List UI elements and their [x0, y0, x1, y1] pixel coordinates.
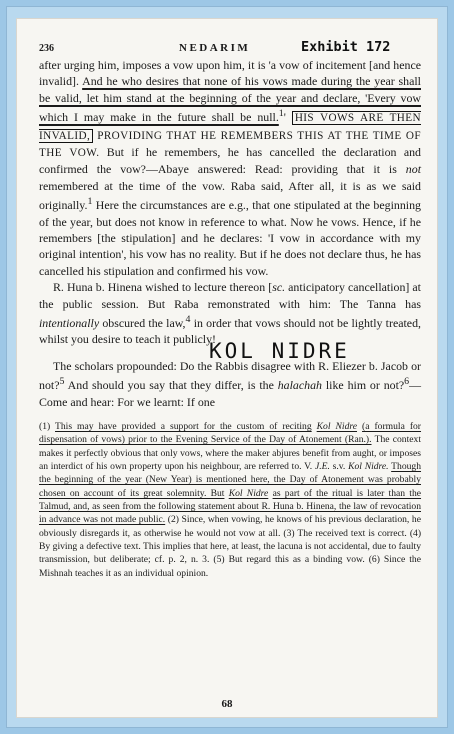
text-run: The scholars propounded: Do the Rabbis disagree with R. Eliezer b. Jacob or not?: [39, 358, 421, 393]
footnote-1: [39, 420, 421, 580]
exhibit-label: Exhibit 172: [301, 39, 391, 55]
note-text: s.v.: [332, 461, 346, 473]
text-run: PROVIDING THAT HE REMEMBERS THIS AT THE TIME OF THE VOW.: [39, 129, 421, 159]
italic-word: halachah: [277, 378, 322, 393]
footnote-ref: 4: [185, 314, 191, 326]
page-number: 236: [39, 43, 54, 54]
note-number: (1): [39, 421, 51, 432]
underlined-note-text: (a formula for dispensation of vows) prior to the Evening Service of the Day of Atonement (Ran.).: [39, 421, 422, 446]
book-page: [16, 18, 438, 718]
italic-word: Kol Nidre: [316, 421, 358, 432]
note-text: (5) But regard this as a binding vow.: [213, 554, 365, 566]
text-run: in order that vows should not be lightly treated, whilst you desire to teach it publicly!: [39, 316, 421, 347]
footnotes: [39, 418, 421, 580]
footnote-ref: 1: [87, 196, 93, 208]
text-run: anticipatory cancellation] at the public session. But Raba remonstrated with him: The Tanna has: [39, 280, 421, 311]
folio-number: 68: [221, 698, 233, 710]
underlined-note-text: as part of the ritual is later than the Talmud, and, as seen from the following statement about R. Huna b. Hinena, the law of revocation in advance was not made public.: [39, 487, 422, 526]
footnote-ref: 5: [59, 376, 65, 388]
text-run: But if he remembers, he has cancelled the declaration and confirmed the vow?—Abaye answered: Read: providing that it is: [39, 145, 421, 177]
footnote-ref: 1: [278, 108, 284, 120]
text-run: remembered at the time of the vow. Raba said, After all, it is as we said originally.: [39, 178, 421, 213]
footnote-ref: 6: [404, 376, 410, 388]
note-text: (4) By giving a defective text. This implies that here, at least, the lacuna is not accidental, due to faulty transmission, but deliberate; cf. p. 2, n. 3.: [39, 527, 422, 566]
italic-word: not: [405, 162, 421, 177]
paragraph-1: [39, 57, 421, 279]
underlined-note-text: Though the beginning of the year (New Year) is mentioned here, the Day of Atonement was probably chosen on account of its great solemnity. But: [39, 461, 422, 499]
note-text: (2) Since, when vowing, he knows of his previous declaration, he obviously disregards it, as otherwise he would not vow at all.: [39, 514, 421, 539]
text-run: after urging him, imposes a vow upon him, it is 'a vow of incitement [and hence invalid].: [39, 58, 421, 89]
text-run: R. Huna b. Hinena wished to lecture thereon [: [53, 280, 273, 295]
text-run: Here the circumstances are e.g., that one stipulated at the beginning of the year, but does not know in reference to what. Now he vows. Hence, if he remembers [the stipulation] and he declares: 'I vow in accordance with my original intention', his vow has no reality. But if he does not declare thus, he has cancelled his stipulation and confirmed his vow.: [39, 198, 421, 278]
italic-word: Kol Nidre.: [348, 461, 389, 473]
underlined-note-text: This may have provided a support for the custom of reciting: [55, 421, 312, 432]
text-run: ': [283, 110, 286, 125]
italic-word: intentionally: [39, 316, 100, 330]
underlined-passage: And he who desires that none of his vows made during the year shall be valid, let him stand at the beginning of the year and declare, 'Every vow which I may make in the future shall be null.: [39, 74, 421, 125]
note-text: (3) The received text is correct.: [283, 527, 407, 539]
running-title: NEDARIM: [179, 42, 251, 54]
text-run: like him or not?: [325, 378, 405, 393]
handwritten-annotation: KOL NIDRE: [209, 338, 350, 363]
boxed-passage: HIS VOWS ARE THEN INVALID,: [39, 112, 421, 142]
italic-word: Kol Nidre: [228, 487, 269, 499]
note-text: The context makes it perfectly obvious that only vows, where the maker abjures benefit from aught, or imposes an interdict of his own property upon his neighbour, are referred to. V.: [39, 434, 421, 473]
italic-word: sc.: [272, 280, 286, 295]
italic-word: J.E.: [314, 461, 330, 473]
text-run: obscured the law,: [102, 316, 186, 330]
note-text: (6) Since the Mishnah teaches it as an individual opinion.: [39, 554, 421, 579]
paragraph-3: [39, 358, 421, 410]
paragraph-2: [39, 279, 421, 348]
text-run: —Come and hear: For we learnt: If one: [39, 378, 422, 409]
main-text: [39, 57, 421, 410]
page-header: [39, 41, 421, 57]
text-run: And should you say that they differ, is the: [67, 378, 274, 393]
